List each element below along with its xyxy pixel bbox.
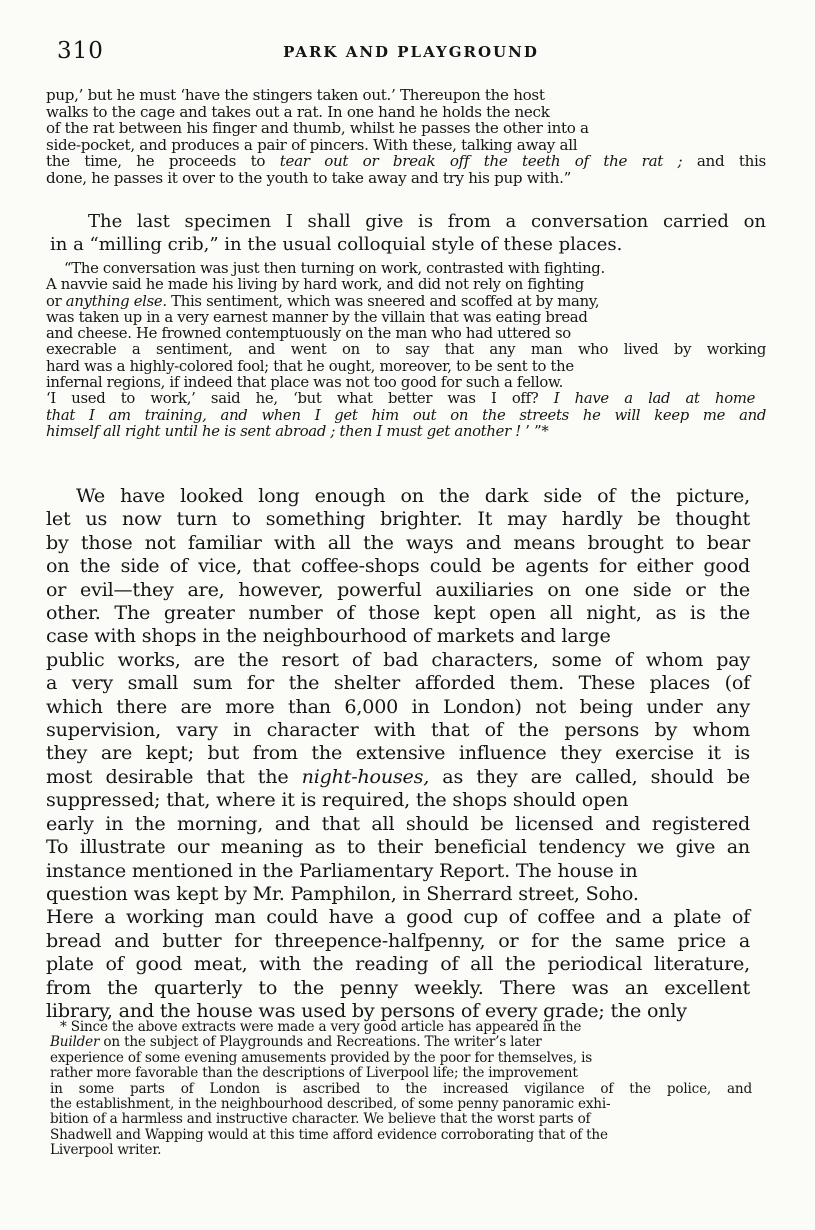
footnote-line [50,1035,770,1050]
para2-line: The last specimen I shall give is from a conversation carried on [88,211,766,232]
para3-segment: himself all right until he is sent abroad ; then I must get another ! [46,422,521,440]
para3-segment: or [46,292,66,310]
para1-segment: tear out or break off the teeth of the rat ; [279,152,683,171]
para3-line: infernal regions, if indeed that place was not too good for such a fellow. [46,374,564,392]
para4-line: bread and butter for threepence-halfpenny, or for the same price a [46,928,750,952]
footnote-line: in some parts of London is ascribed to the increased vigilance of the police, and [50,1080,752,1097]
paragraph-milling-crib [50,210,770,256]
para3-line: “The conversation was just then turning on work, contrasted with fighting. [64,260,605,277]
para1-line: of the rat between his finger and thumb, whilst he passes the other into a [46,119,589,138]
para1-line: walks to the cage and takes out a rat. In one hand he holds the neck [46,102,550,121]
footnote-line: bition of a harmless and instructive character. We believe that the worst parts of [50,1111,591,1128]
para3-line: execrable a sentiment, and went on to say that any man who lived by working [46,341,766,359]
para4-line: We have looked long enough on the dark side of the picture, [76,484,750,507]
running-title: PARK AND PLAYGROUND [283,43,539,61]
footnote-line: experience of some evening amusements provided by the poor for themselves, is [50,1049,593,1066]
para4-line: let us now turn to something brighter. It may hardly be thought [46,507,750,531]
para3-line [46,391,766,407]
para3-segment: This sentiment, which was sneered and scoffed at by many, [166,292,600,310]
para1-line [46,153,766,170]
para3-line [46,294,766,310]
page-header [57,38,765,66]
para3-line: and cheese. He frowned contemptuously on the man who had uttered so [46,325,571,343]
para3-line: hard was a highly-colored fool; that he ought, moreover, to be sent to the [46,357,574,375]
para4-line: question was kept by Mr. Pamphilon, in Sherrard street, Soho. [46,881,639,905]
para4-line: suppressed; that, where it is required, the shops should open [46,788,629,812]
para4-line: plate of good meat, with the reading of all the periodical literature, [46,952,750,976]
para1-line: pup,’ but he must ‘have the stingers taken out.’ Thereupon the host [46,86,545,104]
footnote-segment: on the subject of Playgrounds and Recreations. The writer’s later [99,1034,542,1051]
para3-segment: anything else. [65,292,167,310]
para4-line: from the quarterly to the penny weekly. There was an excellent [46,975,750,999]
para4-line: library, and the house was used by persons of every grade; the only [46,998,687,1022]
para3-segment: ’ ”* [520,422,549,440]
para3-line: A navvie said he made his living by hard work, and did not rely on fighting [46,276,584,294]
para4-line: by those not familiar with all the ways and means brought to bear [46,530,750,554]
para4-line: a very small sum for the shelter afforded them. These places (of [46,671,750,695]
para4-line: supervision, vary in character with that of the persons by whom [46,718,750,742]
para4-line: which there are more than 6,000 in London) not being under any [46,694,750,718]
para3-line: was taken up in a very earnest manner by the villain that was eating bread [46,308,588,326]
footnote-line: rather more favorable than the descriptions of Liverpool life; the improvement [50,1065,578,1082]
para1-line: done, he passes it over to the youth to take away and try his pup with.” [46,168,572,187]
para1-line: side-pocket, and produces a pair of pincers. With these, talking away all [46,135,578,154]
para2-line: in a “milling crib,” in the usual colloquial style of these places. [50,234,623,255]
para4-line: other. The greater number of those kept open all night, as is the [46,601,750,625]
footnote-line: * Since the above extracts were made a very good article has appeared in the [60,1019,582,1035]
para3-line [46,424,766,440]
para3-segment: I have a lad at home [553,390,756,408]
para4-line: on the side of vice, that coffee-shops could be agents for either good [46,554,750,578]
para1-segment: the time, he proceeds to [46,152,280,171]
footnote-segment: Builder [50,1034,100,1051]
footnote-line: the establishment, in the neighbourhood described, of some penny panoramic exhi- [50,1096,611,1113]
para4-segment: night-houses, [301,764,430,788]
page-number: 310 [57,38,104,64]
footnote [50,1020,770,1159]
para4-line: or evil—they are, however, powerful auxiliaries on one side or the [46,577,750,601]
quote-conversation [46,261,766,440]
footnote-line: Shadwell and Wapping would at this time afford evidence corroborating that of the [50,1126,608,1143]
para4-line [46,765,766,788]
para1-segment: and this [682,152,766,171]
para4-line: early in the morning, and that all should be licensed and registered [46,811,750,835]
para4-segment: most desirable that the [46,764,302,788]
para3-segment: ‘I used to work,’ said he, ‘but what better was I off? [46,390,554,408]
para4-line: public works, are the resort of bad characters, some of whom pay [46,647,750,671]
para4-segment: as they are called, should be [429,764,750,788]
quote-rat-pit [46,87,766,187]
para4-line: To illustrate our meaning as to their beneficial tendency we give an [46,835,750,859]
para3-segment: that I am training, and when I get him out on the streets he will keep me and [46,406,766,424]
para4-line: case with shops in the neighbourhood of markets and large [46,624,611,648]
para4-line: they are kept; but from the extensive influence they exercise it is [46,741,750,765]
para3-line [46,408,766,424]
paragraph-coffee-shops [46,484,766,1022]
footnote-line: Liverpool writer. [50,1142,162,1159]
para4-line: Here a working man could have a good cup of coffee and a plate of [46,905,750,929]
para4-line: instance mentioned in the Parliamentary Report. The house in [46,858,638,882]
